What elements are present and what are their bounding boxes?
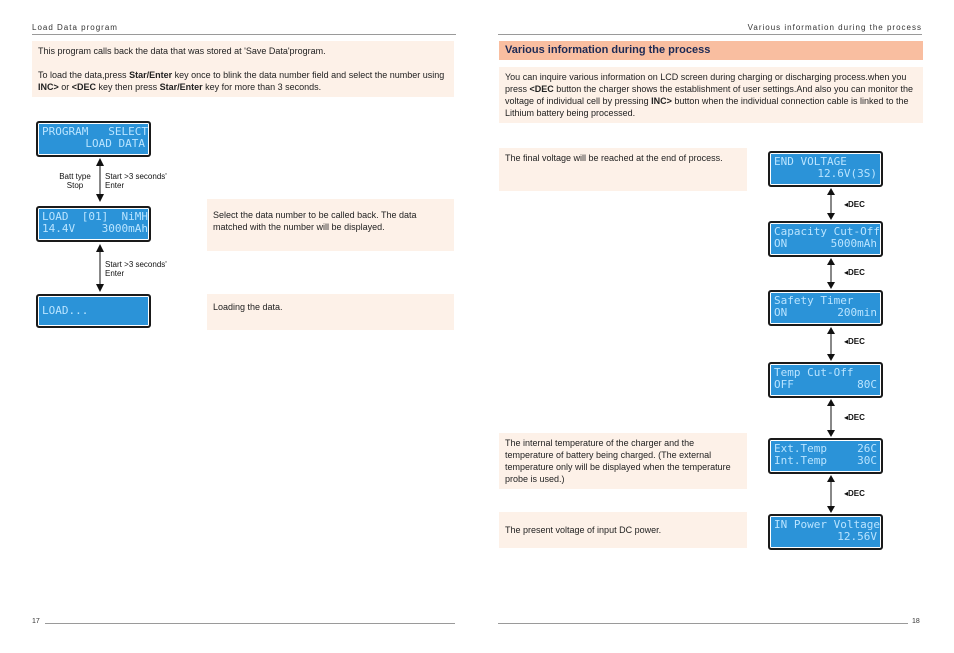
process-info-intro: You can inquire various information on LCD screen during charging or discharging process.when you press <DEC button the charger shows the establishment of user settings.And also you can monitor the voltage of individual cell by pressing INC> button when the individual connection cable is linked to the Lithium battery being processed.	[499, 67, 923, 123]
lcd-temperatures: Ext.Temp 26C Int.Temp 30C	[768, 438, 883, 474]
double-arrow-icon	[826, 475, 836, 513]
dec-label: ◂DEC	[844, 489, 865, 498]
lcd-capacity-cutoff: Capacity Cut-Off ON 5000mAh	[768, 221, 883, 257]
lcd-line-1: PROGRAM SELECT	[42, 125, 148, 138]
loading-note: Loading the data.	[207, 294, 454, 330]
lcd-loading	[36, 294, 151, 328]
left-header-rule	[32, 34, 456, 35]
input-voltage-note: The present voltage of input DC power.	[499, 512, 747, 548]
dec-label: ◂DEC	[844, 413, 865, 422]
dec-label: ◂DEC	[844, 200, 865, 209]
page-number-left: 17	[32, 618, 40, 625]
load-data-intro	[32, 41, 454, 97]
section-title: Various information during the process	[499, 41, 923, 60]
temperature-note: The internal temperature of the charger and the temperature of battery being charged. (The external temperature only will be displayed when the temperature probe is used.)	[499, 433, 747, 489]
left-page-header: Load Data program	[32, 23, 118, 32]
start-enter-label: Start >3 seconds' Enter	[105, 172, 167, 190]
lcd-program-select	[36, 121, 151, 157]
right-header-rule	[498, 34, 922, 35]
right-page-header: Various information during the process	[747, 23, 922, 32]
lcd-end-voltage: END VOLTAGE 12.6V(3S)	[768, 151, 883, 187]
intro-paragraph-2: To load the data,press Star/Enter key once to blink the data number field and select the number using INC> or <DEC key then press Star/Enter key for more than 3 seconds.	[38, 70, 445, 92]
lcd-safety-timer: Safety Timer ON 200min	[768, 290, 883, 326]
page-number-right: 18	[912, 618, 920, 625]
lcd-load-data	[36, 206, 151, 242]
right-footer-rule	[498, 623, 908, 624]
lcd-line-1: LOAD [01] NiMH	[42, 210, 148, 223]
double-arrow-icon	[826, 327, 836, 361]
load-data-note: Select the data number to be called back. The data matched with the number will be displayed.	[207, 199, 454, 251]
intro-paragraph-1: This program calls back the data that was stored at 'Save Data'program.	[38, 46, 326, 56]
left-footer-rule	[45, 623, 455, 624]
double-arrow-icon	[826, 399, 836, 437]
double-arrow-icon	[826, 188, 836, 220]
dec-label: ◂DEC	[844, 268, 865, 277]
double-arrow-icon	[95, 244, 105, 292]
lcd-temp-cutoff: Temp Cut-Off OFF 80C	[768, 362, 883, 398]
batt-type-stop-label: Batt type Stop	[59, 172, 91, 190]
lcd-line-1: LOAD...	[42, 304, 89, 317]
double-arrow-icon	[826, 258, 836, 289]
lcd-line-2: LOAD DATA	[85, 137, 145, 150]
start-enter-label: Start >3 seconds' Enter	[105, 260, 167, 278]
double-arrow-icon	[95, 158, 105, 202]
lcd-line-2: 14.4V 3000mAh	[42, 222, 148, 235]
lcd-input-voltage: IN Power Voltage 12.56V	[768, 514, 883, 550]
end-voltage-note: The final voltage will be reached at the end of process.	[499, 148, 747, 191]
dec-label: ◂DEC	[844, 337, 865, 346]
